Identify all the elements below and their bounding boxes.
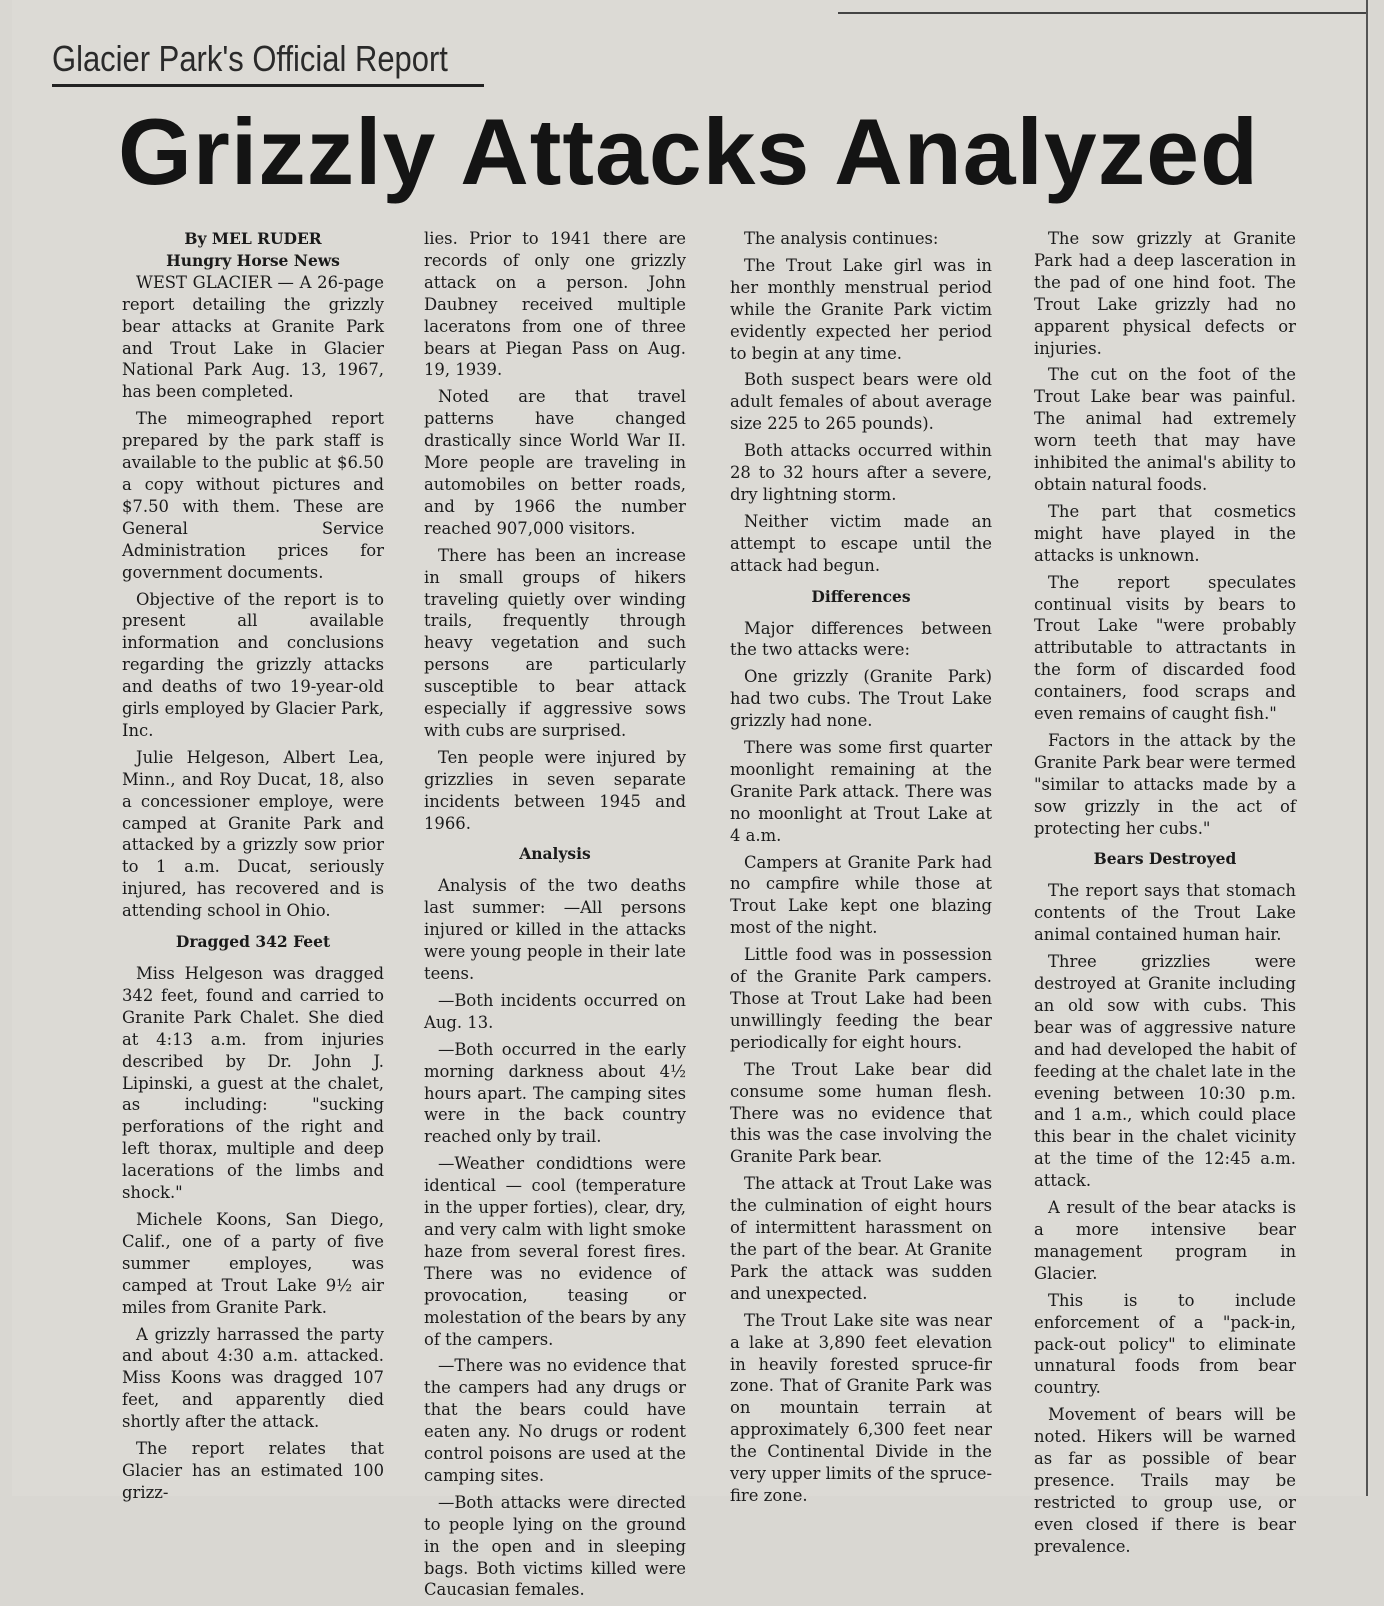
paragraph: Three grizzlies were destroyed at Granite including an old sow with cubs. This bear was of aggressive nature and had developed the habit of feeding at the chalet late in the evening between 10:30 p.m. and 1 a.m., which could place this bear in the chalet vicinity at the time of the 12:45 a.m. attack. — [1034, 952, 1296, 1191]
paragraph: Movement of bears will be noted. Hikers will be warned as far as possible of bear presence. Trails may be restricted to group use, or even closed if there is bear prevalence. — [1034, 1405, 1296, 1556]
paragraph: Major differences between the two attacks were: — [730, 618, 992, 660]
paragraph: Objective of the report is to present all available information and conclusions regarding the grizzly attacks and deaths of two 19-year-old girls employed by Glacier Park, Inc. — [122, 589, 384, 740]
paragraph: Both suspect bears were old adult females of about average size 225 to 265 pounds). — [730, 370, 992, 434]
article-column-2 — [424, 228, 686, 1606]
paragraph: —Both attacks were directed to people lying on the ground in the open and in sleeping bags. Both victims killed were Caucasian females. — [424, 1492, 686, 1600]
paragraph: One grizzly (Granite Park) had two cubs. The Trout Lake grizzly had none. — [730, 667, 992, 731]
paragraph: The report says that stomach contents of the Trout Lake animal contained human hair. — [1034, 881, 1296, 945]
paragraph: The report speculates continual visits by bears to Trout Lake "were probably attributable to attractants in the form of discarded food containers, food scraps and even remains of caught fish." — [1034, 572, 1296, 724]
subheading: Dragged 342 Feet — [175, 932, 331, 952]
column-rule — [1366, 0, 1368, 1496]
paragraph: lies. Prior to 1941 there are records of only one grizzly attack on a person. John Daubney received multiple laceratons from one of three bears at Piegan Pass on Aug. 19, 1939. — [424, 229, 686, 380]
paragraph: Noted are that travel patterns have changed drastically since World War II. More people are traveling in automobiles on better roads, and by 1966 the number reached 907,000 visitors. — [424, 387, 686, 538]
paragraph: The mimeographed report prepared by the park staff is available to the public at $6.50 a copy without pictures and $7.50 with them. These are General Service Administration prices for government documents. — [122, 409, 384, 582]
paragraph: WEST GLACIER — A 26-page report detailing the grizzly bear attacks at Granite Park and Trout Lake in Glacier National Park Aug. 13, 1967, has been completed. — [122, 272, 384, 402]
paragraph: —Weather condidtions were identical — cool (temperature in the upper forties), clear, dry, and very calm with light smoke haze from several forest fires. There was no evidence of provocation, teasing or molestation of the bears by any of the campers. — [424, 1154, 686, 1349]
paragraph: Analysis of the two deaths last summer: —All persons injured or killed in the attacks were young people in their late teens. — [424, 876, 686, 983]
paragraph: The analysis continues: — [744, 229, 939, 248]
paragraph: Factors in the attack by the Granite Park bear were termed "similar to attacks made by a sow grizzly in the act of protecting her cubs." — [1034, 730, 1296, 838]
paragraph: Both attacks occurred within 28 to 32 hours after a severe, dry lightning storm. — [730, 441, 992, 504]
byline: By MEL RUDER — [184, 229, 322, 248]
paragraph: Campers at Granite Park had no campfire while those at Trout Lake kept one blazing most of the night. — [730, 852, 992, 938]
subheading: Bears Destroyed — [1093, 849, 1237, 869]
headline: Grizzly Attacks Analyzed — [118, 99, 1260, 204]
paragraph: A result of the bear atacks is a more intensive bear management program in Glacier. — [1034, 1198, 1296, 1283]
paragraph: Miss Helgeson was dragged 342 feet, found and carried to Granite Park Chalet. She died at 4:13 a.m. from injuries described by Dr. John J. Lipinski, a guest at the chalet, as including: "sucking perforations of the right and left thorax, multiple and deep lacerations of the limbs and shock." — [122, 964, 384, 1203]
paragraph: Little food was in possession of the Granite Park campers. Those at Trout Lake had been unwillingly feeding the bear periodically for eight hours. — [730, 945, 992, 1052]
paragraph: The part that cosmetics might have played in the attacks is unknown. — [1034, 501, 1296, 565]
paragraph: There was some first quarter moonlight remaining at the Granite Park attack. There was no moonlight at Trout Lake at 4 a.m. — [730, 738, 992, 845]
article-column-1 — [122, 228, 384, 1509]
paragraph: —There was no evidence that the campers had any drugs or that the bears could have eaten any. No drugs or rodent control poisons are used at the camping sites. — [424, 1356, 686, 1485]
paragraph: The attack at Trout Lake was the culmination of eight hours of intermittent harassment on the part of the bear. At Granite Park the attack was sudden and unexpected. — [730, 1174, 992, 1303]
paragraph: The Trout Lake site was near a lake at 3,890 feet elevation in heavily forested spruce-fir zone. That of Granite Park was on mountain terrain at approximately 6,300 feet near the Continental Divide in the very upper limits of the spruce-fire zone. — [730, 1310, 992, 1505]
paragraph: Neither victim made an attempt to escape until the attack had begun. — [730, 511, 992, 575]
paragraph: —Both occurred in the early morning darkness about 4½ hours apart. The camping sites were in the back country reached only by trail. — [424, 1039, 686, 1147]
paragraph: Michele Koons, San Diego, Calif., one of a party of five summer employes, was camped at Trout Lake 9½ air miles from Granite Park. — [122, 1209, 384, 1317]
paragraph: The sow grizzly at Granite Park had a deep lasceration in the pad of one hind foot. The Trout Lake grizzly had no apparent physical defects or injuries. — [1034, 229, 1296, 358]
paragraph: A grizzly harrassed the party and about 4:30 a.m. attacked. Miss Koons was dragged 107 feet, and apparently died shortly after the attack. — [122, 1324, 384, 1432]
paragraph: —Both incidents occurred on Aug. 13. — [424, 990, 686, 1032]
paragraph: The cut on the foot of the Trout Lake bear was painful. The animal had extremely worn teeth that may have inhibited the animal's ability to obtain natural foods. — [1034, 365, 1296, 494]
byline: Hungry Horse News — [166, 250, 340, 270]
paragraph: Ten people were injured by grizzlies in seven separate incidents between 1945 and 1966. — [424, 747, 686, 833]
top-rule — [838, 12, 1368, 14]
kicker-heading: Glacier Park's Official Report — [52, 38, 448, 79]
kicker-underline — [52, 84, 484, 87]
paragraph: The report relates that Glacier has an estimated 100 grizz- — [122, 1439, 384, 1502]
paragraph: Julie Helgeson, Albert Lea, Minn., and Roy Ducat, 18, also a concessioner employe, were camped at Granite Park and attacked by a grizzly sow prior to 1 a.m. Ducat, seriously injured, has recovered and is attending school in Ohio. — [122, 747, 384, 921]
paragraph: This is to include enforcement of a "pack-in, pack-out policy" to eliminate unnatural foods from bear country. — [1034, 1290, 1296, 1398]
paragraph: The Trout Lake girl was in her monthly menstrual period while the Granite Park victim evidently expected her period to begin at any time. — [730, 255, 992, 363]
subheading: Analysis — [519, 844, 591, 864]
paragraph: There has been an increase in small groups of hikers traveling quietly over winding trails, frequently through heavy vegetation and such persons are particularly susceptible to bear attack especially if aggressive sows with cubs are surprised. — [424, 545, 686, 740]
subheading: Differences — [811, 586, 911, 606]
paragraph: The Trout Lake bear did consume some human flesh. There was no evidence that this was the case involving the Granite Park bear. — [730, 1059, 992, 1167]
article-column-4 — [1034, 228, 1296, 1563]
article-column-3 — [730, 228, 992, 1512]
